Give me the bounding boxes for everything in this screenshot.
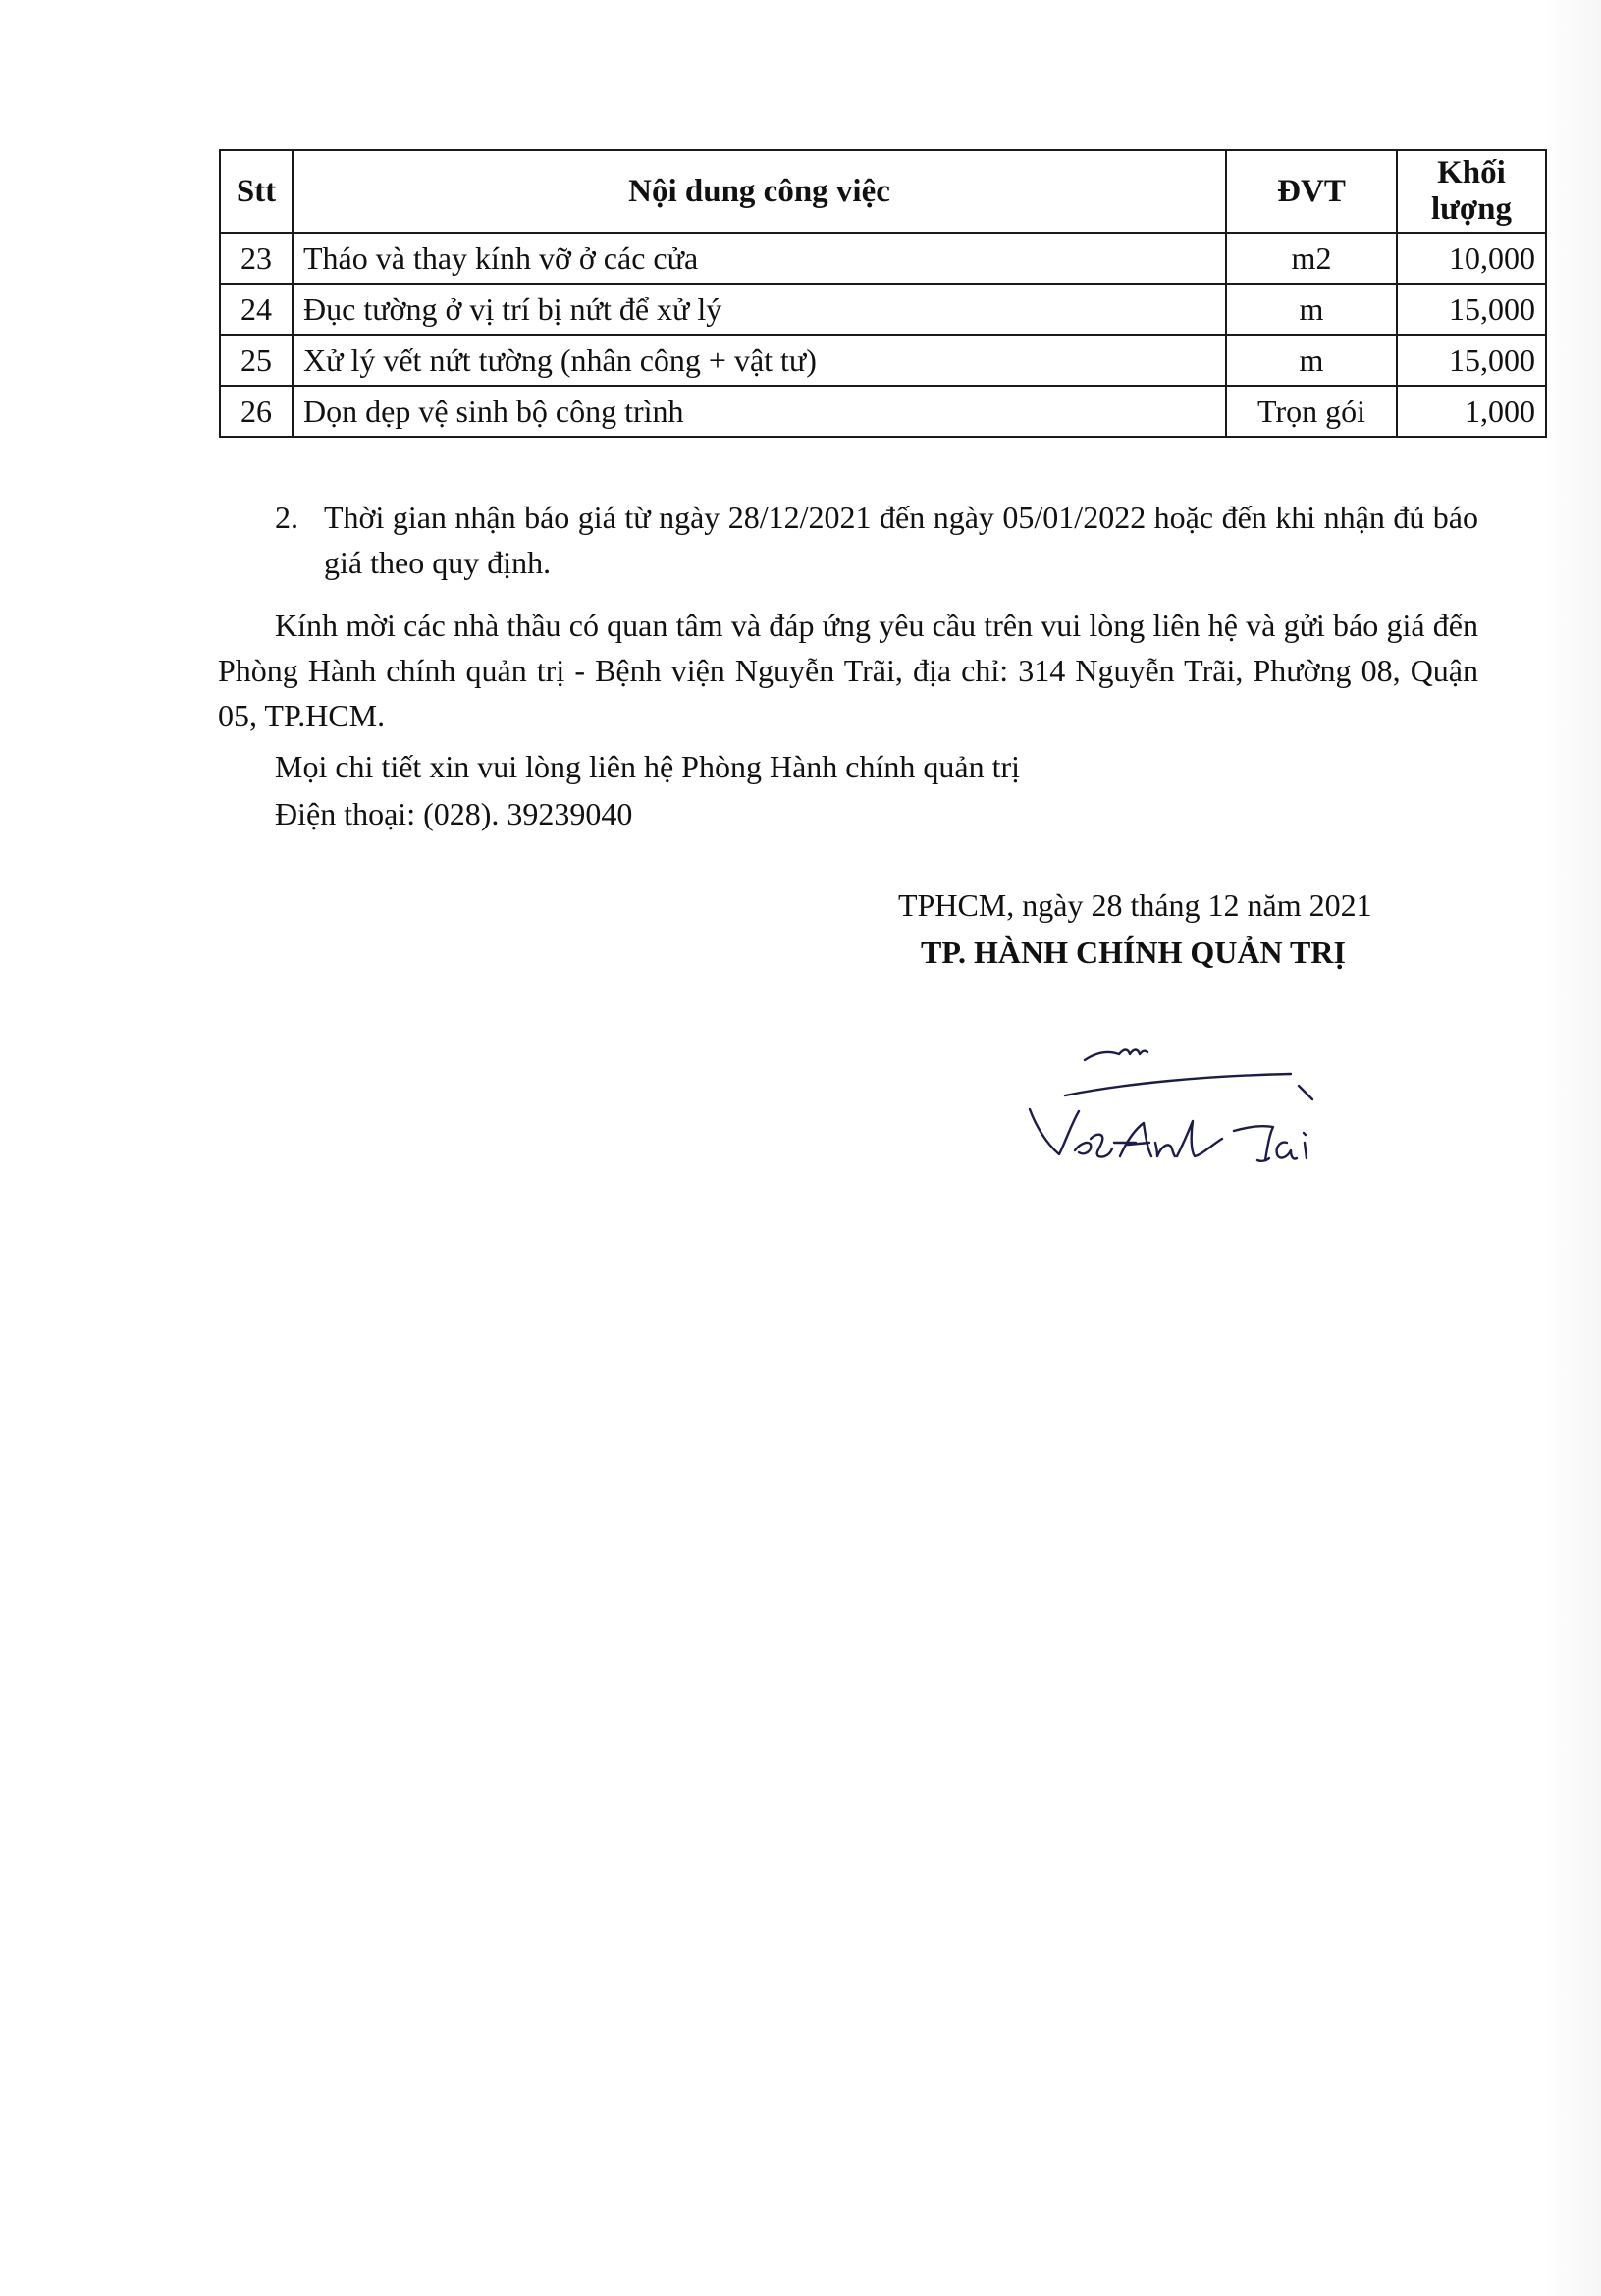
header-quantity-line2: lượng xyxy=(1430,191,1513,227)
row-unit: m xyxy=(1226,335,1397,386)
header-content: Nội dung công việc xyxy=(293,150,1226,233)
row-unit: m xyxy=(1226,284,1397,335)
row-stt: 26 xyxy=(220,386,293,437)
table-header-row xyxy=(220,150,1546,233)
signature-title: TP. HÀNH CHÍNH QUẢN TRỊ xyxy=(921,934,1346,970)
signature-date: TPHCM, ngày 28 tháng 12 năm 2021 xyxy=(898,887,1372,923)
row-quantity: 10,000 xyxy=(1397,233,1546,284)
row-stt: 23 xyxy=(220,233,293,284)
table-row xyxy=(220,233,1546,284)
table-row xyxy=(220,335,1546,386)
table-row xyxy=(220,284,1546,335)
contact-line: Mọi chi tiết xin vui lòng liên hệ Phòng Hành chính quản trị xyxy=(275,749,1021,784)
header-unit: ĐVT xyxy=(1226,150,1397,233)
invitation-paragraph: Kính mời các nhà thầu có quan tâm và đáp ứng yêu cầu trên vui lòng liên hệ và gửi báo giá đến Phòng Hành chính quản trị - Bệnh viện Nguyễn Trãi, địa chỉ: 314 Nguyễn Trãi, Phường 08, Quận 05, TP.HCM. xyxy=(218,608,1478,733)
row-content: Đục tường ở vị trí bị nứt để xử lý xyxy=(293,284,1226,335)
row-quantity: 1,000 xyxy=(1397,386,1546,437)
row-unit: Trọn gói xyxy=(1226,386,1397,437)
phone-line: Điện thoại: (028). 39239040 xyxy=(275,796,633,831)
table-row xyxy=(220,386,1546,437)
scan-shadow xyxy=(1542,0,1601,2296)
header-quantity-line1: Khối xyxy=(1437,155,1506,191)
row-stt: 24 xyxy=(220,284,293,335)
row-content: Xử lý vết nứt tường (nhân công + vật tư) xyxy=(293,335,1226,386)
list-item-text: Thời gian nhận báo giá từ ngày 28/12/2021 đến ngày 05/01/2022 hoặc đến khi nhận đủ báo giá theo quy định. xyxy=(324,500,1478,580)
list-item-2 xyxy=(275,495,1478,585)
row-content: Tháo và thay kính vỡ ở các cửa xyxy=(293,233,1226,284)
row-content: Dọn dẹp vệ sinh bộ công trình xyxy=(293,386,1226,437)
row-stt: 25 xyxy=(220,335,293,386)
row-unit: m2 xyxy=(1226,233,1397,284)
header-quantity xyxy=(1397,150,1546,233)
row-quantity: 15,000 xyxy=(1397,335,1546,386)
work-items-table xyxy=(219,149,1547,438)
list-item-number: 2. xyxy=(275,500,298,535)
handwritten-signature xyxy=(1026,1041,1360,1168)
row-quantity: 15,000 xyxy=(1397,284,1546,335)
header-stt: Stt xyxy=(220,150,293,233)
